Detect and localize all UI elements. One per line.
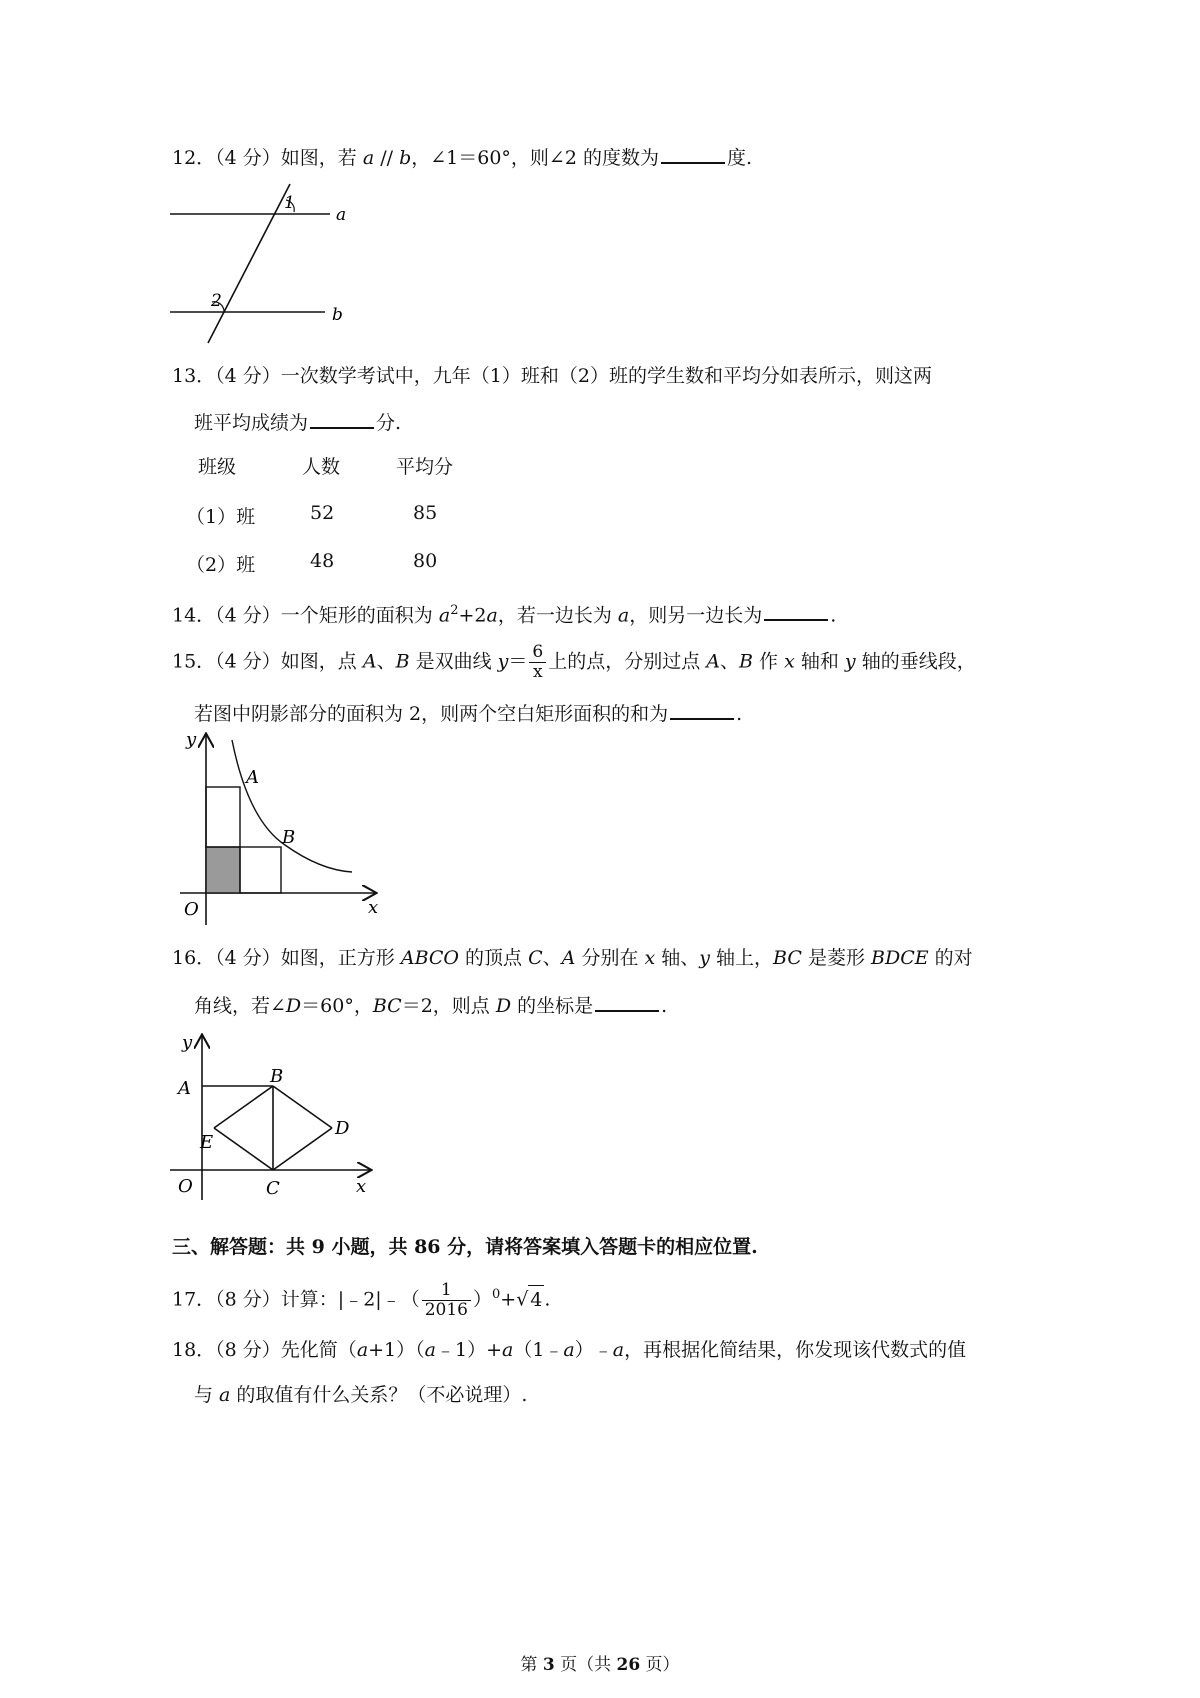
answer-blank xyxy=(670,698,734,720)
origin-label: O xyxy=(184,899,199,920)
question-16-line1: 16．（4 分）如图，正方形 ABCO 的顶点 C、A 分别在 x 轴、y 轴上，BC 是菱形 BDCE 的对 xyxy=(172,947,973,969)
question-13-line1: 13．（4 分）一次数学考试中，九年（1）班和（2）班的学生数和平均分如表所示，则这两 xyxy=(172,365,932,387)
table-cell: 85 xyxy=(413,502,438,524)
page-footer: 第 3 页（共 26 页） xyxy=(520,1655,680,1675)
point-b-label: B xyxy=(282,827,296,848)
question-14: 14．（4 分）一个矩形的面积为 $a^2+2a$，若一边长为 a，则另一边长为 . xyxy=(172,597,836,629)
axis-y-label: y xyxy=(182,1032,193,1053)
axis-x-label: x xyxy=(368,897,379,918)
figure-16-square-rhombus xyxy=(160,1030,390,1215)
question-12: 12．（4 分）如图，若 a // b，∠1＝60°，则∠2 的度数为 度. xyxy=(172,142,752,172)
answer-blank xyxy=(595,990,659,1012)
table-cell: 80 xyxy=(413,550,438,572)
figure-15-hyperbola xyxy=(160,725,400,940)
angle-1-label: 1 xyxy=(284,193,295,213)
question-13-line2: 班平均成绩为 分. xyxy=(194,407,401,437)
point-c-label: C xyxy=(266,1178,280,1199)
point-b-label: B xyxy=(270,1066,284,1087)
question-18-line1: 18．（8 分）先化简（a+1）（a﹣1）+a（1﹣a）﹣a，再根据化简结果，你发现该代数式的值 xyxy=(172,1339,967,1361)
table-header-class: 班级 xyxy=(198,456,237,478)
point-e-label: E xyxy=(200,1132,214,1153)
table-header-count: 人数 xyxy=(302,456,341,478)
question-15-line2: 若图中阴影部分的面积为 2，则两个空白矩形面积的和为 . xyxy=(194,698,742,728)
table-cell: （1）班 xyxy=(186,506,256,528)
table-cell: （2）班 xyxy=(186,554,256,576)
line-b-label: b xyxy=(332,305,343,325)
fraction-1-over-2016: $\frac{1}{2016}$ xyxy=(422,1281,471,1320)
axis-y-label: y xyxy=(186,729,197,750)
table-header-average: 平均分 xyxy=(396,456,454,478)
answer-blank xyxy=(764,599,828,621)
question-16-line2: 角线，若∠D＝60°，BC＝2，则点 D 的坐标是 . xyxy=(194,990,667,1020)
angle-2-label: 2 xyxy=(211,291,222,311)
question-17: 17．（8 分）计算：|﹣2|﹣（ $\frac{1}{2016}$ ）$^0$+√ 4 . xyxy=(172,1280,551,1320)
answer-blank xyxy=(661,142,725,164)
point-d-label: D xyxy=(335,1118,350,1139)
point-a-label: A xyxy=(246,767,259,788)
section-3-heading: 三、解答题：共 9 小题，共 86 分，请将答案填入答题卡的相应位置. xyxy=(172,1236,758,1258)
fraction-6-over-x: $\frac{6}{x}$ xyxy=(529,643,546,682)
question-18-line2: 与 a 的取值有什么关系？（不必说理）. xyxy=(194,1384,528,1406)
question-15-line1: 15．（4 分）如图，点 A、B 是双曲线 y＝ $\frac{6}{x}$ 上的点，分别过点 A、B 作 x 轴和 y 轴的垂线段， xyxy=(172,642,976,682)
line-a-label: a xyxy=(336,205,347,225)
origin-label: O xyxy=(178,1176,193,1197)
axis-x-label: x xyxy=(356,1176,367,1197)
table-cell: 48 xyxy=(310,550,335,572)
sqrt-symbol: √ xyxy=(516,1288,529,1311)
point-a-label: A xyxy=(178,1078,191,1099)
table-cell: 52 xyxy=(310,502,335,524)
figure-12-parallel-lines xyxy=(160,178,360,348)
answer-blank xyxy=(310,407,374,429)
